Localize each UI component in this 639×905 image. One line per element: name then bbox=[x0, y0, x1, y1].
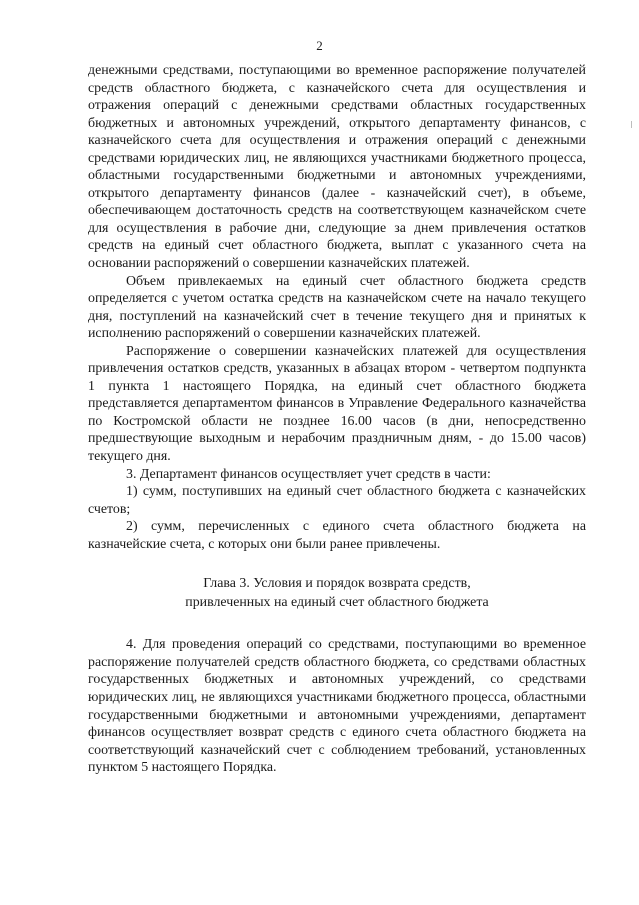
paragraph-subitem-1: 1) сумм, поступивших на единый счет областного бюджета с казначейских счетов; bbox=[88, 484, 586, 517]
paragraph-volume-of-attracted-funds: Объем привлекаемых на единый счет областного бюджета средств определяется с учетом остатка средств на казначейском счете на начало текущего дня, поступлений на казначейский счет в течение текущего дня и принятых к исполнению распоряжений о совершении казначейских платежей. bbox=[88, 273, 586, 342]
paragraph-continuation: денежными средствами, поступающими во временное распоряжение получателей средств областного бюджета, с казначейского счета для осуществления и отражения операций с денежными средствами областных государственных бюджетных и автономных учреждений, открытого департаменту финансов, с казначейского счета для осуществления и отражения операций с денежными средствами юридических лиц, не являющихся участниками бюджетного процесса, областными государственными бюджетными и автономных учреждениями, открытого департаменту финансов (далее - казначейский счет), в объеме, обеспечивающем достаточность средств на соответствующем казначейском счете для осуществления в рабочие дни, следующие за днем привлечения остатков средств на единый счет областного бюджета, выплат с указанного счета на основании распоряжений о совершении казначейских платежей. bbox=[88, 63, 586, 272]
chapter-heading-line-2: привлеченных на единый счет областного бюджета bbox=[185, 594, 489, 610]
chapter-heading-line-1: Глава 3. Условия и порядок возврата средств, bbox=[203, 576, 471, 592]
chapter-heading bbox=[88, 575, 586, 612]
paragraph-subitem-2: 2) сумм, перечисленных с единого счета областного бюджета на казначейские счета, с которых они были ранее привлечены. bbox=[88, 519, 586, 552]
paragraph-item-4: 4. Для проведения операций со средствами, поступающими во временное распоряжение получателей средств областного бюджета, со средствами областных государственных бюджетных и автономных учреждений, со средствами юридических лиц, не являющихся участниками бюджетного процесса, областными государственными бюджетными и автономными учреждениями, департамент финансов осуществляет возврат средств с единого счета областного бюджета на соответствующий казначейский счет с соблюдением требований, установленных пунктом 5 настоящего Порядка. bbox=[88, 637, 586, 776]
scan-mark bbox=[631, 121, 632, 128]
paragraph-payment-order: Распоряжение о совершении казначейских платежей для осуществления привлечения остатков средств, указанных в абзацах втором - четвертом подпункта 1 пункта 1 настоящего Порядка, на единый счет областного бюджета представляется департаментом финансов в Управление Федерального казначейства по Костромской области не позднее 16.00 часов (в дни, непосредственно предшествующие выходным и нерабочим праздничным дням, - до 15.00 часов) текущего дня. bbox=[88, 343, 586, 465]
document-body bbox=[88, 62, 586, 777]
page-number: 2 bbox=[316, 38, 323, 53]
paragraph-item-3: 3. Департамент финансов осуществляет учет средств в части: bbox=[126, 466, 491, 482]
